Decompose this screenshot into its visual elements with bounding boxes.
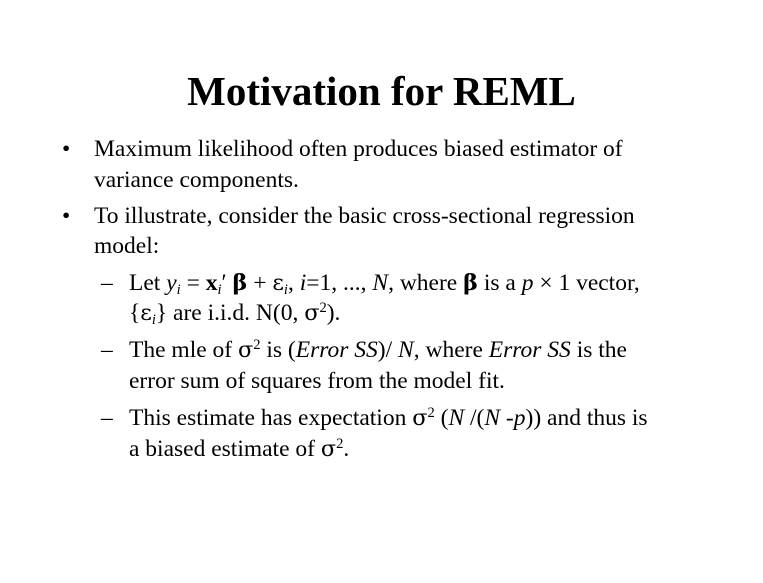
prime: ′ [221,270,233,296]
sub-bullet-2-line-2: error sum of squares from the model fit. [129,368,505,394]
superscript-2: 2 [336,436,344,452]
sigma-symbol: σ [304,300,320,326]
bullet-2-line-1: To illustrate, consider the basic cross-sectional regression [94,203,635,229]
sub-bullet-1-line-2 [129,298,340,328]
sigma-symbol: σ [412,405,428,431]
text: , [287,270,300,296]
superscript-2: 2 [319,300,327,316]
sub-bullet-3-line-2 [129,434,349,464]
var-N: N [398,337,414,363]
text: { [129,300,141,326]
sub-bullet-dash: – [101,405,113,431]
text: } [155,300,168,326]
subscript-i: i [151,312,156,329]
text: )/ [377,337,399,363]
text: )) and thus is [525,405,648,431]
text: This estimate has expectation [129,405,413,431]
subscript-i: i [283,282,288,299]
text: are i.i.d. N(0, [167,300,305,326]
beta-symbol: β [232,270,248,296]
error-ss-term: Error SS [488,337,571,363]
text: Let [129,270,167,296]
bullet-dot: • [62,136,71,162]
text: is the [570,337,627,363]
text: - [500,405,514,431]
text: is a [477,270,522,296]
error-ss-term: Error SS [295,337,378,363]
bullet-2-line-2: model: [94,233,160,259]
text: /( [464,405,485,431]
var-i: i [299,270,307,296]
text: + [247,270,273,296]
var-N: N [372,270,389,296]
superscript-2: 2 [253,337,261,353]
superscript-2: 2 [427,405,435,421]
subscript-i: i [217,282,222,299]
sigma-symbol: σ [237,337,254,363]
text: ). [326,300,341,326]
text: =1, ..., [306,270,373,296]
var-p: p [521,270,534,296]
text: a biased estimate of [129,436,321,462]
epsilon-symbol: ε [272,270,284,296]
epsilon-symbol: ε [140,300,152,326]
var-y: y [166,270,177,296]
var-N: N [484,405,501,431]
text: . [343,436,350,462]
text: , where [413,337,489,363]
sub-bullet-1-line-1 [129,268,640,298]
text: The mle of [129,337,238,363]
slide-title: Motivation for REML [187,68,576,114]
var-N: N [448,405,465,431]
sub-bullet-3-line-1 [129,403,648,433]
text: , where [388,270,464,296]
var-p: p [513,405,526,431]
bullet-1-line-2: variance components. [94,167,299,193]
subscript-i: i [176,282,181,299]
text: ( [434,405,449,431]
bullet-1-line-1: Maximum likelihood often produces biased estimator of [94,136,623,162]
sigma-symbol: σ [320,436,337,462]
text: × 1 vector, [533,270,640,296]
var-x: x [205,270,218,296]
sub-bullet-dash: – [101,337,113,363]
text: = [180,270,206,296]
sub-bullet-2-line-1 [129,335,627,365]
bullet-dot: • [62,203,71,229]
sub-bullet-dash: – [101,270,113,296]
beta-symbol: β [463,270,478,296]
text: is ( [260,337,296,363]
